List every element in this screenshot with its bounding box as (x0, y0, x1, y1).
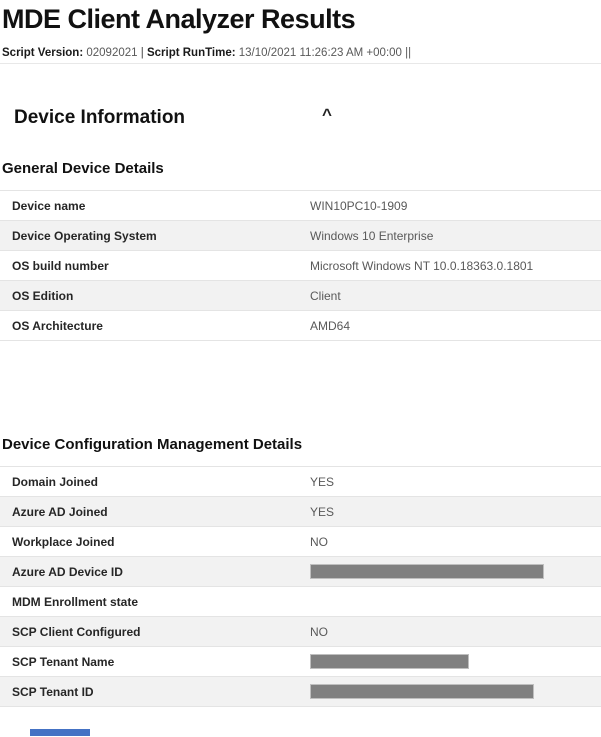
redacted-value-bar (310, 684, 534, 699)
row-value: NO (310, 534, 328, 549)
row-value (310, 587, 601, 617)
report-page (0, 3, 601, 707)
row-label: SCP Tenant ID (12, 684, 94, 699)
table-row (0, 191, 601, 221)
row-value: WIN10PC10-1909 (310, 198, 408, 213)
row-label: OS Architecture (12, 318, 103, 333)
row-label: Azure AD Device ID (12, 564, 123, 579)
general-device-details-table (0, 190, 601, 341)
meta-separator: | (140, 47, 144, 59)
table-row (0, 497, 601, 527)
row-label: Workplace Joined (12, 534, 115, 549)
page-title: MDE Client Analyzer Results (2, 4, 356, 34)
table-row (0, 281, 601, 311)
row-value: Windows 10 Enterprise (310, 228, 434, 243)
row-value: AMD64 (310, 318, 351, 333)
row-value: YES (310, 474, 335, 489)
table-row (0, 527, 601, 557)
row-label: MDM Enrollment state (12, 594, 139, 609)
device-configuration-management-table (0, 466, 601, 707)
table-row (0, 467, 601, 497)
row-value: Client (310, 288, 341, 303)
meta-trailing-pipes: || (405, 47, 412, 59)
table-row (0, 311, 601, 341)
table-row (0, 677, 601, 707)
row-label: OS build number (12, 258, 109, 273)
row-value: NO (310, 624, 328, 639)
row-value (310, 647, 601, 677)
row-label: Device Operating System (12, 228, 157, 243)
script-meta-line (2, 47, 601, 59)
table-row (0, 251, 601, 281)
row-label: SCP Client Configured (12, 624, 141, 639)
table-row (0, 557, 601, 587)
row-value: YES (310, 504, 335, 519)
redacted-value-bar (310, 654, 469, 669)
table-row (0, 617, 601, 647)
row-value (310, 677, 601, 707)
row-value: Microsoft Windows NT 10.0.18363.0.1801 (310, 258, 534, 273)
table-row (0, 647, 601, 677)
script-version-label: Script Version: (2, 47, 84, 59)
script-runtime-value: 13/10/2021 11:26:23 AM +00:00 (238, 47, 402, 59)
partial-blue-bar (30, 729, 90, 736)
redacted-value-bar (310, 564, 544, 579)
row-label: Device name (12, 198, 86, 213)
row-label: OS Edition (12, 288, 74, 303)
table-row (0, 587, 601, 617)
header-divider (0, 63, 601, 64)
script-runtime-label: Script RunTime: (146, 47, 236, 59)
device-configuration-management-heading: Device Configuration Management Details (2, 436, 303, 453)
row-label: SCP Tenant Name (12, 654, 115, 669)
script-version-value: 02092021 (86, 47, 138, 59)
row-label: Azure AD Joined (12, 504, 108, 519)
chevron-up-icon[interactable]: ^ (322, 105, 332, 124)
section-title: Device Information (14, 107, 186, 128)
general-device-details-heading: General Device Details (2, 160, 164, 177)
table-row (0, 221, 601, 251)
row-value (310, 557, 601, 587)
row-label: Domain Joined (12, 474, 99, 489)
device-information-section-header[interactable] (0, 107, 601, 133)
